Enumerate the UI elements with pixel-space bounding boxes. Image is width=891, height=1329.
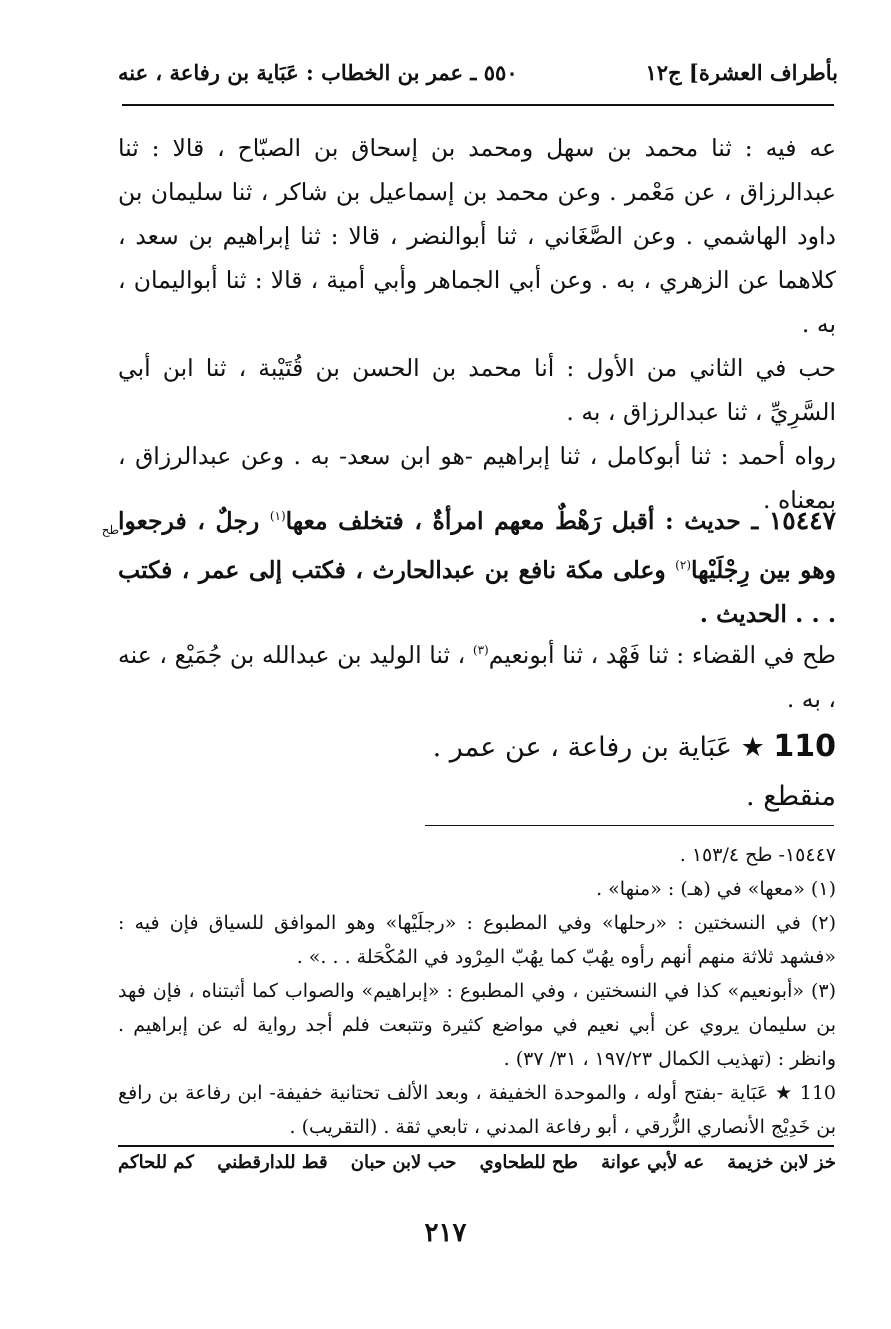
legend-item: عه لأبي عوانة	[601, 1152, 705, 1173]
footnote-separator	[425, 825, 834, 826]
footnote-2: (٢) في النسختين : «رحلها» وفي المطبوع : «رجلَيْها» وهو الموافق للسياق فإن فيه : «فشهد ثلاثة منهم أنهم رأوه يهُبّ كما يهُبّ المِرْود في المُكْحَلة . . .» .	[118, 912, 836, 968]
star-icon: ★	[740, 732, 765, 763]
hadith-text	[118, 494, 836, 636]
source-line	[118, 628, 836, 721]
header-rule	[122, 104, 834, 106]
main-text	[118, 126, 836, 522]
footnote-ref-1: (١)	[269, 509, 286, 523]
footnotes	[118, 838, 836, 1144]
legend-rule	[118, 1145, 834, 1147]
hadith-text-part-3: وعلى مكة نافع بن عبدالحارث ، فكتب إلى عمر ، فكتب . . . الحديث .	[118, 555, 836, 628]
running-head-left: ٥٥٠ ـ عمر بن الخطاب : عَبَاية بن رفاعة ، عنه	[118, 59, 518, 85]
paragraph-2: حب في الثاني من الأول : أنا محمد بن الحسن بن قُتَيْبة ، ثنا ابن أبي السَّرِيِّ ، ثنا عبدالرزاق ، به .	[118, 354, 836, 426]
hadith-marker: طح	[101, 523, 119, 537]
entry-title: عَبَاية بن رفاعة ، عن عمر .	[432, 732, 732, 763]
footnote-ref-2: (٢)	[675, 557, 691, 572]
source-text-part-2: ، ثنا الوليد بن عبدالله بن جُمَيْع ، عنه ، به .	[118, 640, 836, 713]
hadith-entry	[118, 494, 836, 636]
running-head	[118, 52, 838, 92]
footnote-1: (١) «معها» في (هـ) : «منها» .	[596, 878, 836, 900]
paragraph-1: عه فيه : ثنا محمد بن سهل ومحمد بن إسحاق بن الصبّاح ، قالا : ثنا عبدالرزاق ، عن مَعْمر . وعن محمد بن إسماعيل بن شاكر ، ثنا سليمان بن داود الهاشمي . وعن الصَّغَاني ، ثنا أبوالنضر ، قالا : ثنا إبراهيم بن سعد ، كلاهما عن الزهري ، به . وعن أبي الجماهر وأبي أمية ، قالا : ثنا أبواليمان ، به .	[118, 134, 836, 338]
source-text	[118, 628, 836, 721]
legend-item: حب لابن حبان	[350, 1152, 457, 1173]
entry-heading	[118, 722, 836, 773]
legend-item: قط للدارقطني	[217, 1152, 328, 1173]
footnote-ref-3: (٣)	[472, 643, 489, 657]
entry-number: 110	[773, 729, 836, 764]
running-head-right: بأطراف العشرة] ج١٢	[645, 59, 838, 85]
legend-item: كم للحاكم	[118, 1152, 194, 1173]
legend-item: خز لابن خزيمة	[727, 1152, 836, 1173]
footnote-3: (٣) «أبونعيم» كذا في النسختين ، وفي المطبوع : «إبراهيم» والصواب كما أثبتناه ، فإن فهد بن سليمان يروي عن أبي نعيم في مواضع كثيرة وتتبعت فلم أجد رواية له عن إبراهيم . وانظر : (تهذيب الكمال ١٩٧/٢٣ ، ٣١/ ٣٧) .	[118, 980, 836, 1070]
legend-item: طح للطحاوي	[479, 1152, 578, 1173]
source-text-part-1: طح في القضاء : ثنا فَهْد ، ثنا أبونعيم	[488, 640, 836, 669]
entry-note	[148, 772, 836, 822]
page-number: ٢١٧	[424, 1218, 467, 1248]
hadith-text-part-1: ـ حديث : أقبل رَهْطٌ معهم امرأةٌ ، فتخلف معها	[285, 506, 759, 535]
footnote-entry: 110 ★ عَبَاية -بفتح أوله ، والموحدة الخفيفة ، وبعد الألف تحتانية خفيفة- ابن رفاعة بن رافع بن خَدِيْج الأنصاري الزُّرقي ، أبو رفاعة المدني ، تابعي ثقة . (التقريب) .	[118, 1082, 837, 1138]
footnote-source: ١٥٤٤٧- طح ١٥٣/٤ .	[679, 844, 836, 866]
hadith-number: ١٥٤٤٧	[768, 505, 836, 535]
hadith-text-part-2: رجلٌ ، فرجعوا وهو بين رِجْلَيْها	[118, 506, 836, 584]
abbreviation-legend	[118, 1152, 836, 1173]
entry-note-text: منقطع .	[746, 781, 836, 812]
paragraph-3: رواه أحمد : ثنا أبوكامل ، ثنا إبراهيم -هو ابن سعد- به . وعن عبدالرزاق ، بمعناه .	[118, 442, 836, 514]
